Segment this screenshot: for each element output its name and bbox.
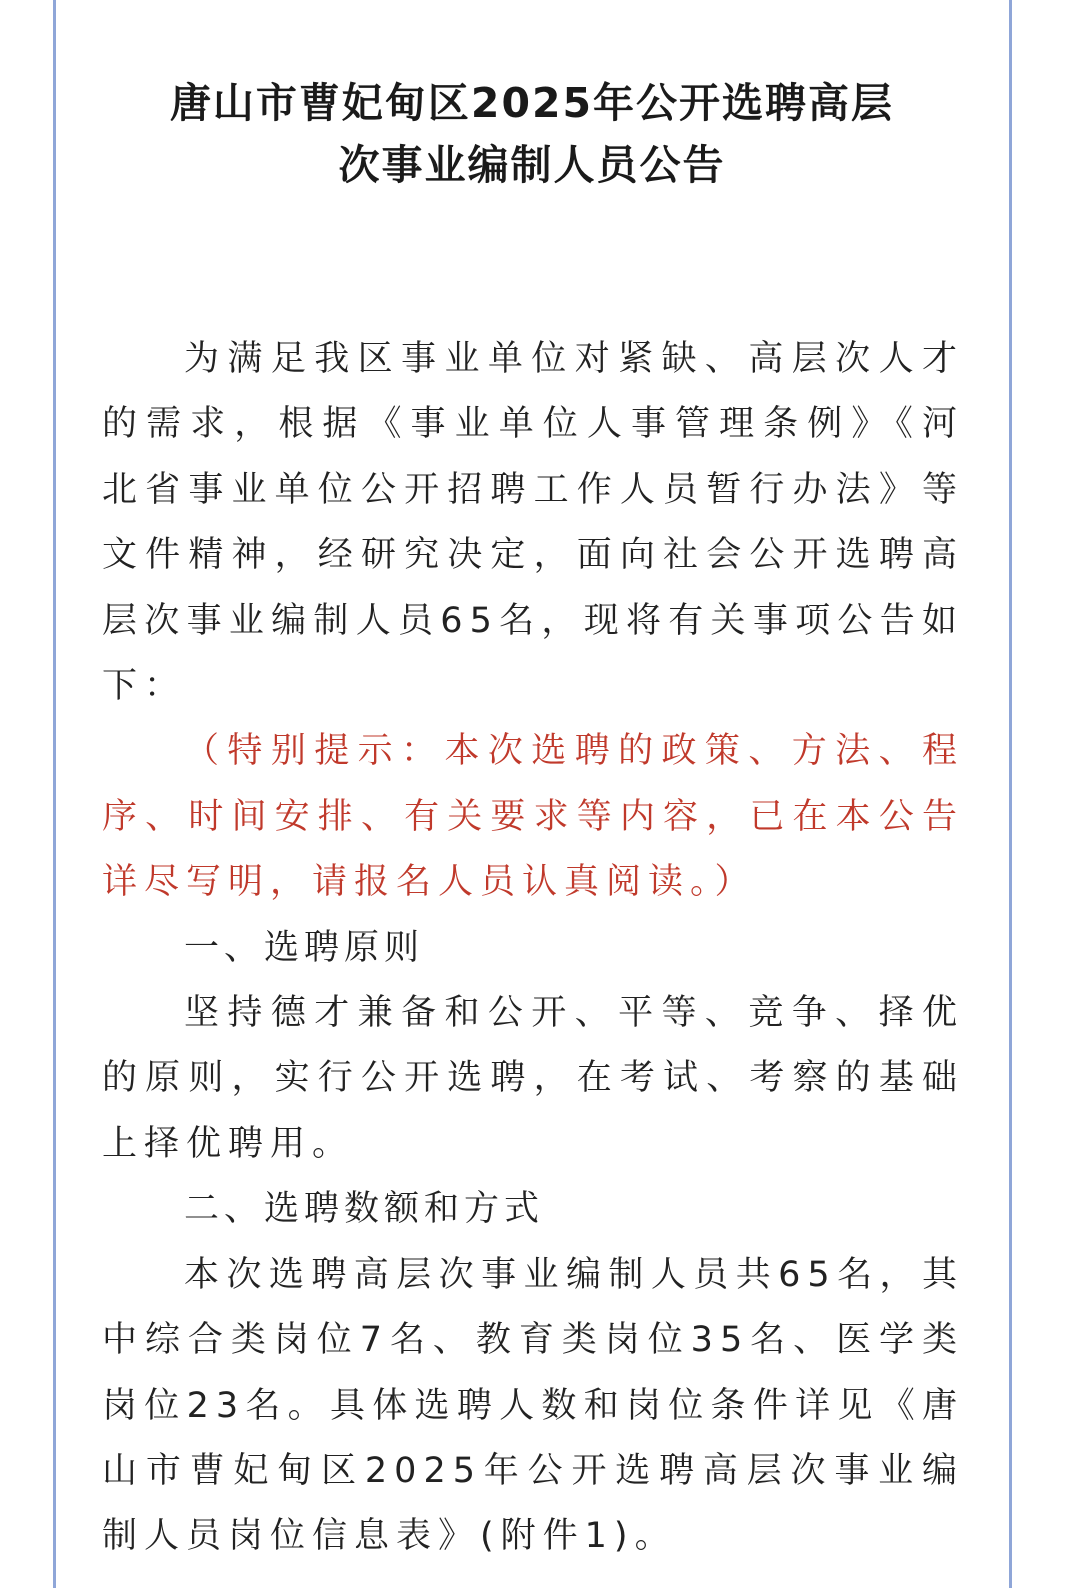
left-border-line (53, 0, 56, 1588)
section-1-body: 坚持德才兼备和公开、平等、竞争、择优的原则，实行公开选聘，在考试、考察的基础上择优聘用。 (102, 993, 964, 1164)
section-2-heading: 二、选聘数额和方式 (184, 1189, 545, 1230)
title-line-2: 次事业编制人员公告 (338, 141, 726, 189)
section-1-heading: 一、选聘原则 (184, 927, 425, 968)
section-2-body: 本次选聘高层次事业编制人员共65名，其中综合类岗位7名、教育类岗位35名、医学类岗位23名。具体选聘人数和岗位条件详见《唐山市曹妃甸区2025年公开选聘高层次事业编制人员岗位信息表》(附件1)。 (102, 1254, 964, 1557)
page-title (60, 72, 1004, 196)
document-body (102, 327, 964, 1570)
special-notice-paragraph: （特别提示：本次选聘的政策、方法、程序、时间安排、有关要求等内容，已在本公告详尽写明，请报名人员认真阅读。） (102, 731, 964, 903)
right-border-line (1009, 0, 1012, 1588)
title-line-1: 唐山市曹妃甸区2025年公开选聘高层 (169, 79, 895, 127)
intro-paragraph: 为满足我区事业单位对紧缺、高层次人才的需求，根据《事业单位人事管理条例》《河北省事业单位公开招聘工作人员暂行办法》等文件精神，经研究决定，面向社会公开选聘高层次事业编制人员65名，现将有关事项公告如下： (102, 339, 964, 707)
